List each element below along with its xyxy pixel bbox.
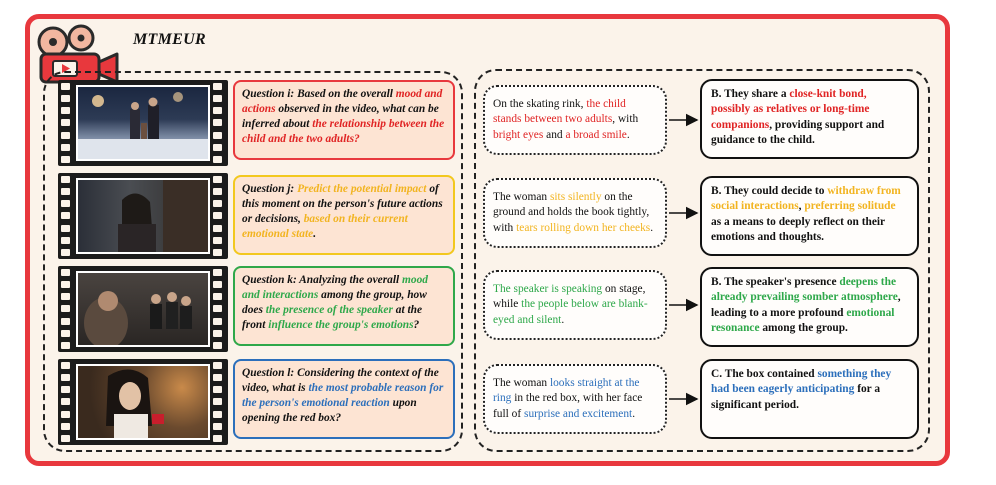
page-title: MTMEUR bbox=[133, 31, 206, 48]
text-segment: Based on the overall bbox=[297, 88, 396, 100]
text-segment: . bbox=[650, 221, 654, 234]
text-segment: , providing support and guidance to the child. bbox=[711, 118, 885, 146]
text-segment: a broad smile bbox=[565, 128, 627, 141]
text-segment: , with bbox=[612, 113, 639, 126]
text-segment: the people below are blank-eyed and silent bbox=[493, 298, 648, 326]
text-segment: as a means to deeply reflect on their emotions and thoughts. bbox=[711, 215, 885, 243]
text-segment: Considering the context of the video, what is bbox=[242, 367, 439, 395]
text-segment: The woman bbox=[493, 377, 550, 390]
text-segment: withdraw from social interactions bbox=[711, 185, 901, 213]
text-segment: among the group, how does bbox=[242, 289, 427, 317]
text-segment: influence the group's emotions bbox=[268, 319, 414, 332]
text-segment: B. They share a bbox=[711, 88, 790, 100]
text-segment: surprise and excitement bbox=[524, 407, 633, 420]
text-segment: the relationship between the child and the two adults? bbox=[242, 118, 445, 146]
text-segment: , leading to a more profound bbox=[711, 291, 901, 319]
text-segment: B. The speaker's presence bbox=[711, 276, 840, 288]
text-segment: bright eyes bbox=[493, 128, 544, 141]
text-segment: on the ground and holds the book tightly, with bbox=[493, 191, 650, 234]
text-segment: B. They could decide to bbox=[711, 185, 828, 197]
text-segment: in the red box, with her face full of bbox=[493, 392, 643, 420]
text-segment: deepens the already prevailing somber atmosphere bbox=[711, 276, 898, 304]
text-segment: Analyzing the overall bbox=[299, 274, 403, 286]
text-segment: observed in the video, what can be inferred about bbox=[242, 103, 439, 131]
text-segment: and bbox=[543, 128, 566, 141]
text-segment: for a significant period. bbox=[711, 383, 881, 411]
text-segment: emotional resonance bbox=[711, 306, 895, 334]
text-segment: upon opening the red box? bbox=[242, 397, 417, 425]
text-segment: The speaker is speaking bbox=[493, 283, 603, 296]
text-segment: among the group. bbox=[759, 321, 848, 334]
text-segment: The woman bbox=[493, 191, 550, 204]
text-segment: ? bbox=[413, 319, 420, 332]
question-label: Question k: bbox=[242, 274, 300, 286]
text-segment: the child stands between two adults bbox=[493, 98, 626, 126]
question-label: Question l: bbox=[242, 367, 298, 379]
text-segment: looks straight at the ring bbox=[493, 377, 640, 405]
question-label: Question j: bbox=[242, 183, 298, 195]
text-segment: On the skating rink, bbox=[493, 98, 587, 111]
text-segment: preferring solitude bbox=[804, 200, 896, 213]
question-label: Question i: bbox=[242, 88, 298, 100]
text-segment: mood and interactions bbox=[242, 274, 428, 302]
text-segment: . bbox=[632, 407, 636, 420]
text-segment: C. The box contained bbox=[711, 368, 818, 380]
text-segment: . bbox=[626, 128, 630, 141]
text-segment: . bbox=[313, 228, 317, 241]
text-segment: at the front bbox=[242, 304, 423, 332]
text-segment: of this moment on the person's future actions or decisions, bbox=[242, 183, 443, 226]
text-segment: the presence of the speaker bbox=[265, 304, 393, 317]
text-segment: something they had been eagerly anticipating bbox=[711, 368, 892, 396]
text-segment: . bbox=[561, 313, 565, 326]
text-segment: , bbox=[798, 200, 805, 213]
text-segment: mood and actions bbox=[242, 88, 443, 116]
text-segment: Predict the potential impact bbox=[297, 183, 427, 195]
text-segment: sits silently bbox=[549, 191, 602, 204]
text-segment: based on their current emotional state bbox=[242, 213, 408, 241]
text-segment: on stage, while bbox=[493, 283, 646, 311]
text-segment: close-knit bond, possibly as relatives or long-time companions bbox=[711, 88, 870, 131]
text-segment: tears rolling down her cheeks bbox=[516, 221, 651, 234]
text-segment: the most probable reason for the person's emotional reaction bbox=[242, 382, 444, 410]
